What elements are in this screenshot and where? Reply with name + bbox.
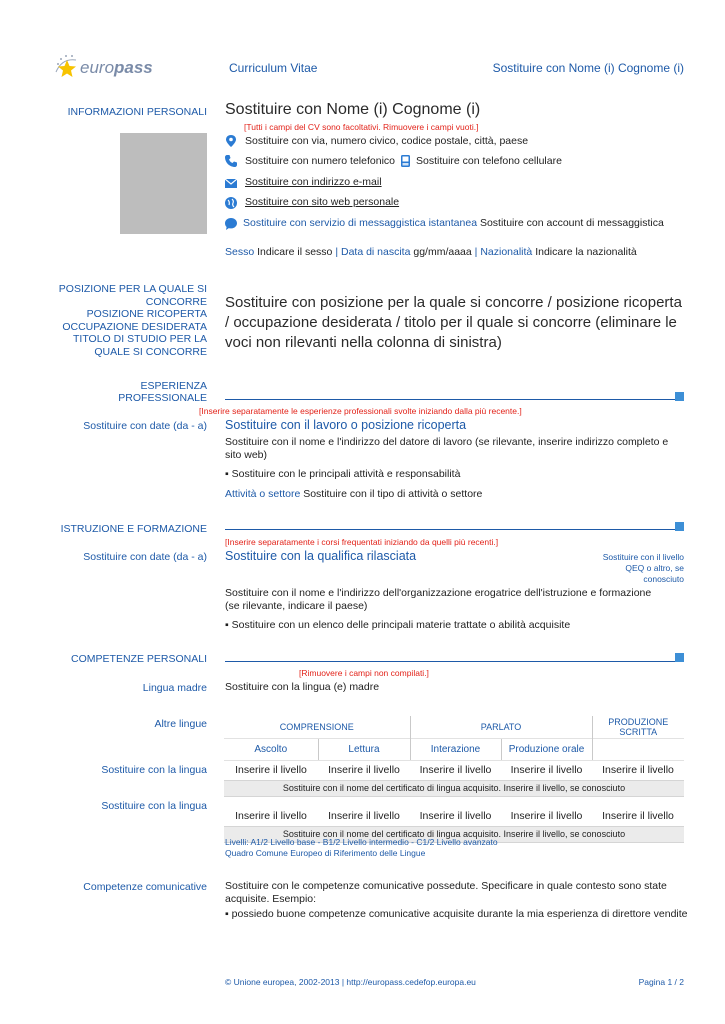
eqf-line: QEQ o altro, se (625, 563, 684, 573)
section-rule (225, 399, 676, 400)
interaction-header: Interazione (410, 738, 501, 760)
mother-tongue-label: Lingua madre (142, 682, 207, 694)
phone-icon (225, 155, 237, 167)
section-rule (225, 661, 676, 662)
level-cell: Inserire il livello (328, 764, 400, 776)
language-name: Sostituire con la lingua (101, 764, 207, 776)
level-cell: Inserire il livello (328, 809, 400, 822)
comprehension-header: COMPRENSIONE (279, 721, 354, 732)
education-note: [Inserire separatamente i corsi frequentati iniziando da quelli più recenti.] (225, 537, 499, 547)
position-label-line: POSIZIONE PER LA QUALE SI (58, 283, 207, 295)
footer-copyright: © Unione europea, 2002-2013 | http://europass.cedefop.europa.eu (225, 977, 476, 987)
eqf-level (603, 552, 684, 585)
nationality-label: Nazionalità (480, 246, 533, 258)
level-cell: Inserire il livello (235, 809, 307, 822)
education-dates: Sostituire con date (da - a) (83, 551, 207, 563)
mobile: Sostituire con telefono cellulare (416, 155, 562, 167)
photo-placeholder (120, 133, 207, 234)
position-label-line: OCCUPAZIONE DESIDERATA (62, 320, 207, 333)
level-cell: Inserire il livello (235, 764, 307, 776)
person-name: Sostituire con Nome (i) Cognome (i) (225, 101, 481, 118)
activities: ▪ Sostituire con le principali attività e responsabilità (225, 468, 461, 480)
experience-title: Sostituire con il lavoro o posizione ricoperta (225, 418, 467, 432)
listening-header: Ascolto (224, 738, 318, 760)
communication-skills-label: Competenze comunicative (83, 881, 207, 893)
experience-note: [Inserire separatamente le esperienze professionali svolte iniziando dalla più recente.] (199, 406, 522, 416)
level-cell: Inserire il livello (419, 809, 492, 822)
mobile-phone-icon (401, 155, 410, 167)
position-label (59, 283, 207, 358)
eqf-line: conosciuto (643, 574, 684, 584)
personal-info-label: INFORMAZIONI PERSONALI (67, 106, 207, 118)
section-marker (675, 522, 684, 531)
writing-subheader-empty (592, 738, 684, 760)
eqf-line: Sostituire con il livello (602, 552, 684, 562)
qualification-title: Sostituire con la qualifica rilasciata (225, 549, 417, 563)
education-organization: Sostituire con il nome e l'indirizzo dell'organizzazione erogatrice dell'istruzione e formazione (se rilevante, indicare il paese) (225, 587, 652, 612)
position-label-line: CONCORRE (145, 295, 207, 308)
cv-label: Curriculum Vitae (229, 61, 318, 75)
experience-dates: Sostituire con date (da - a) (83, 420, 207, 432)
section-marker (675, 392, 684, 401)
education-label: ISTRUZIONE E FORMAZIONE (60, 523, 207, 535)
experience-label-line: PROFESSIONALE (118, 392, 207, 404)
sex-value: Indicare il sesso (257, 246, 333, 258)
language-name: Sostituire con la lingua (101, 800, 207, 812)
mother-tongue-value: Sostituire con la lingua (e) madre (225, 681, 380, 693)
position-label-line: POSIZIONE RICOPERTA (86, 308, 207, 320)
sex-label: Sesso (225, 246, 255, 258)
writing-header: PRODUZIONE SCRITTA (592, 716, 684, 738)
position-text: Sostituire con posizione per la quale si concorre / posizione ricoperta / occupazione desiderata / titolo per il quale si concorre (eliminare le voci non rilevanti nella colonna di sinistra) (225, 294, 682, 351)
section-rule (225, 529, 676, 530)
employer: Sostituire con il nome e l'indirizzo del datore di lavoro (se rilevante, inserire indirizzo completo e sito web) (225, 436, 669, 461)
speaking-header: PARLATO (410, 716, 592, 738)
im-service: Sostituire con servizio di messaggistica istantanea (243, 217, 478, 229)
certificate-cell: Sostituire con il nome del certificato di lingua acquisito. Inserire il livello, se conosciuto (224, 826, 684, 842)
email-link[interactable]: Sostituire con indirizzo e-mail (245, 176, 382, 188)
email-icon (225, 179, 237, 188)
production-header: Produzione orale (501, 738, 592, 760)
languages-table (224, 716, 684, 843)
logo-text-pass: pass (114, 58, 153, 77)
level-cell: Inserire il livello (510, 764, 583, 776)
levels-note-line: Livelli: A1/2 Livello base - B1/2 Livello intermedio - C1/2 Livello avanzato (225, 837, 498, 847)
experience-label (118, 380, 207, 404)
chat-bubble-icon (225, 218, 237, 230)
europass-stars-icon (52, 52, 82, 82)
levels-note-line: Quadro Comune Europeo di Riferimento delle Lingue (225, 848, 426, 858)
address: Sostituire con via, numero civico, codice postale, città, paese (245, 135, 529, 147)
page-number: Pagina 1 / 2 (638, 977, 684, 987)
certificate-cell: Sostituire con il nome del certificato di lingua acquisito. Inserire il livello, se conosciuto (224, 780, 684, 796)
nationality-value: Indicare la nazionalità (535, 246, 637, 258)
phone: Sostituire con numero telefonico (245, 155, 395, 167)
languages-header-row (224, 716, 684, 738)
birth-label: Data di nascita (340, 246, 411, 258)
skills-note: [Rimuovere i campi non compilati.] (299, 668, 429, 678)
position-label-line: TITOLO DI STUDIO PER LA (73, 333, 207, 345)
im-account: Sostituire con account di messaggistica (479, 217, 664, 229)
level-cell: Inserire il livello (419, 764, 492, 776)
personal-note: [Tutti i campi del CV sono facoltativi. Rimuovere i campi vuoti.] (244, 122, 479, 132)
communication-skills-text: Sostituire con le competenze comunicative possedute. Specificare in quale contesto sono state acquisite. Esempio: (225, 880, 667, 905)
level-cell: Inserire il livello (602, 764, 674, 776)
section-marker (675, 653, 684, 662)
table-row (224, 780, 684, 796)
location-pin-icon (225, 135, 237, 147)
level-cell: Inserire il livello (602, 809, 674, 822)
website-globe-icon (225, 197, 237, 209)
table-row (224, 806, 684, 826)
separator: | (335, 246, 339, 258)
sector-value: Sostituire con il tipo di attività o settore (303, 488, 483, 500)
separator: | (474, 246, 478, 258)
other-languages-label: Altre lingue (154, 718, 207, 730)
personal-details-line (225, 246, 637, 259)
sector-label: Attività o settore (225, 488, 301, 500)
birth-value: gg/mm/aaaa (413, 246, 472, 258)
logo-text-euro: euro (80, 58, 115, 77)
website-link[interactable]: Sostituire con sito web personale (245, 196, 400, 208)
position-label-line: QUALE SI CONCORRE (94, 345, 207, 358)
experience-label-line: ESPERIENZA (140, 380, 207, 392)
communication-skills-example: ▪ possiedo buone competenze comunicative acquisite durante la mia esperienza di direttore vendite (225, 908, 688, 920)
europass-logo (52, 52, 152, 82)
skills-label: COMPETENZE PERSONALI (71, 653, 207, 665)
subjects: ▪ Sostituire con un elenco delle principali materie trattate o abilità acquisite (225, 619, 571, 631)
languages-subheader-row (224, 738, 684, 760)
reading-header: Lettura (318, 738, 410, 760)
levels-note (225, 837, 498, 859)
level-cell: Inserire il livello (510, 809, 583, 822)
table-row (224, 760, 684, 780)
header-name: Sostituire con Nome (i) Cognome (i) (492, 61, 684, 75)
